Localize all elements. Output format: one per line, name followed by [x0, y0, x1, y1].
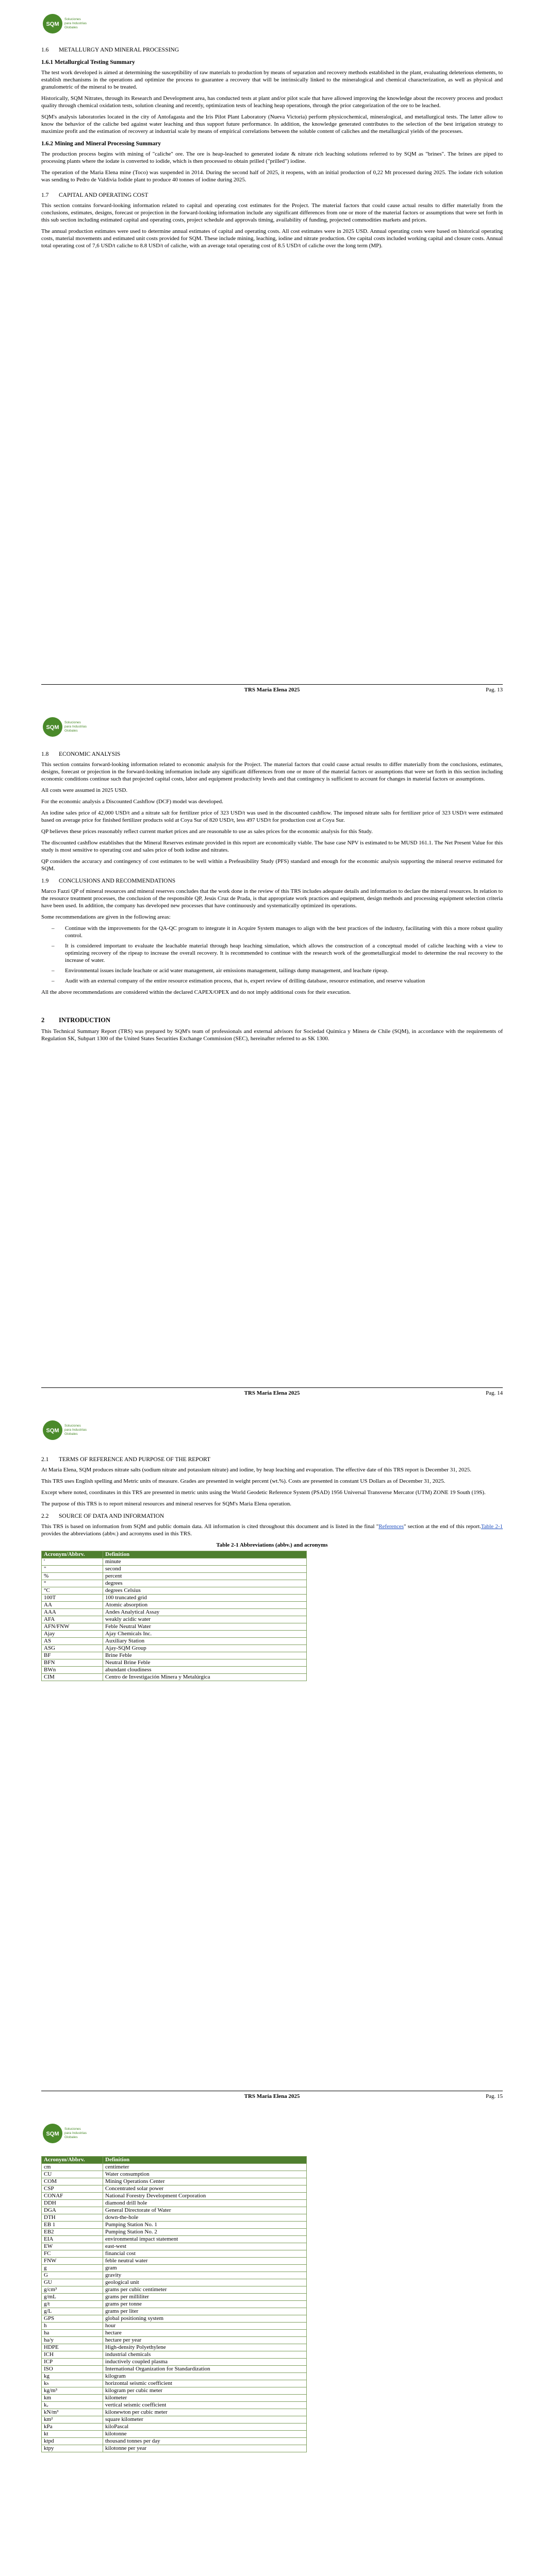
definition-cell: thousand tonnes per day: [103, 2438, 307, 2445]
recommendation-list: [41, 925, 503, 985]
definition-cell: Centro de Investigación Minera y Metalúrgica: [103, 1674, 307, 1681]
table-row: [42, 2286, 307, 2294]
table-row: [42, 1609, 307, 1616]
acronym-cell: ICH: [42, 2351, 103, 2359]
table-row: [42, 1623, 307, 1631]
definition-cell: kilometer: [103, 2395, 307, 2402]
paragraph: The purpose of this TRS is to report mineral resources and mineral reserves for SQM's Maria Elena operation.: [41, 1501, 292, 1507]
paragraph: All costs were assumed in 2025 USD.: [41, 787, 128, 793]
list-item: – It is considered important to evaluate the leachable material through heap leaching simulation, which allows the construction of a conceptual model of caliche leaching with a view to optimizing recovery of the ripeap to increase the overall recovery. It is recommended to continue with the research work of the geometallurgical model to determine the real recovery to the increase of water.: [52, 943, 503, 963]
svg-text:para Industrias: para Industrias: [64, 22, 87, 25]
chapter-heading: 2 INTRODUCTION: [41, 1016, 111, 1024]
table-row: [42, 2229, 307, 2236]
definition-cell: National Forestry Development Corporation: [103, 2193, 307, 2200]
acronym-cell: CIM: [42, 1674, 103, 1681]
table-row: [42, 2431, 307, 2438]
acronym-cell: BF: [42, 1652, 103, 1659]
acronym-cell: g/mL: [42, 2294, 103, 2301]
table-row: [42, 2250, 307, 2258]
acronym-cell: kₕ: [42, 2380, 103, 2387]
svg-text:para Industrias: para Industrias: [64, 1428, 87, 1432]
paragraph: QP considers the accuracy and contingency of cost estimates to be well within a Prefeasibility Study (PFS) standard and enough for the economic analysis supporting the mineral reserve estimated for SQM.: [41, 858, 503, 872]
definition-cell: weakly acidic water: [103, 1616, 307, 1623]
acronym-cell: kt: [42, 2431, 103, 2438]
table-row: [42, 1580, 307, 1587]
table-row: [42, 2308, 307, 2315]
acronym-cell: EIA: [42, 2236, 103, 2243]
paragraph: All the above recommendations are considered within the declared CAPEX/OPEX and do not imply additional costs for their execution.: [41, 989, 351, 995]
acronym-cell: ha/y: [42, 2337, 103, 2344]
definition-cell: geological unit: [103, 2279, 307, 2286]
paragraph: Except where noted, coordinates in this TRS are presented in metric units using the World Geodetic Reference System (PSAD) 1956 Universal Transverse Mercator (UTM) ZONE 19 South (19S).: [41, 1489, 486, 1496]
definition-cell: International Organization for Standardization: [103, 2366, 307, 2373]
section-heading: 1.8 ECONOMIC ANALYSIS: [41, 751, 121, 757]
paragraph: This TRS is based on information from SQM and public domain data. All information is cited throughout this document and is listed in the final "References" section at the end of this report.Table 2-1 provides the abbreviations (abbv.) and acronyms used in this TRS.: [41, 1523, 503, 1537]
definition-cell: second: [103, 1566, 307, 1573]
sqm-logo: [41, 2121, 91, 2146]
paragraph: The test work developed is aimed at determining the susceptibility of raw materials to production by means of separation and recovery methods established in the plant, evaluating deleterious elements, to establish mechanisms in the operations and optimize the process to guarantee a recovery that will be intrinsically linked to the mineralogical and chemical characterization, as well as physical and granulometric of the mineral to be treated.: [41, 70, 503, 90]
subsection-heading: 1.6.2 Mining and Mineral Processing Summary: [41, 141, 161, 147]
paragraph: An iodine sales price of 42,000 USD/t and a nitrate salt for fertilizer price of 323 USD/t was used in the discounted cashflow. The imposed nitrate salts for fertilizer price of 323 USD/t were estimated based on average price for finished fertilizer products sold at Coya Sur of 820 USD/t, less 497 USD/t for production cost at Coya Sur.: [41, 810, 503, 823]
acronym-cell: AFA: [42, 1616, 103, 1623]
table-row: [42, 2330, 307, 2337]
table-row: [42, 2164, 307, 2171]
definition-cell: diamond drill hole: [103, 2200, 307, 2207]
definition-cell: High-density Polyethylene: [103, 2344, 307, 2351]
svg-text:SQM: SQM: [46, 724, 59, 731]
table-row: [42, 1638, 307, 1645]
acronym-cell: FC: [42, 2250, 103, 2258]
table-header-row: Acronym/Abbrv. Definition: [42, 1551, 307, 1558]
acronym-cell: FNW: [42, 2258, 103, 2265]
table-row: [42, 1674, 307, 1681]
table-row: [42, 2344, 307, 2351]
definition-cell: hour: [103, 2323, 307, 2330]
acronym-cell: EW: [42, 2243, 103, 2250]
definition-cell: kilogram: [103, 2373, 307, 2380]
svg-text:Globales: Globales: [64, 1432, 78, 1436]
abbreviations-table: [41, 1551, 307, 1681]
section-heading: 1.7 CAPITAL AND OPERATING COST: [41, 192, 149, 198]
definition-cell: hectare: [103, 2330, 307, 2337]
acronym-cell: 100T: [42, 1595, 103, 1602]
acronym-cell: BWn: [42, 1667, 103, 1674]
table-row: [42, 2258, 307, 2265]
table-row: [42, 2438, 307, 2445]
page-footer: [41, 684, 503, 693]
table-row: [42, 2207, 307, 2214]
acronym-cell: AFN/FNW: [42, 1623, 103, 1631]
table-row: [42, 2315, 307, 2323]
definition-cell: Water consumption: [103, 2171, 307, 2178]
acronym-cell: ICP: [42, 2359, 103, 2366]
definition-cell: Andes Analytical Assay: [103, 1609, 307, 1616]
svg-text:Globales: Globales: [64, 2136, 78, 2139]
table-row: [42, 2445, 307, 2452]
definition-cell: 100 truncated grid: [103, 1595, 307, 1602]
acronym-cell: AAA: [42, 1609, 103, 1616]
acronym-cell: ktpy: [42, 2445, 103, 2452]
table-row: [42, 2424, 307, 2431]
acronym-cell: GU: [42, 2279, 103, 2286]
acronym-cell: ASG: [42, 1645, 103, 1652]
definition-cell: down-the-hole: [103, 2214, 307, 2222]
definition-cell: horizontal seismic coefficient: [103, 2380, 307, 2387]
acronym-cell: G: [42, 2272, 103, 2279]
definition-cell: kilotonne: [103, 2431, 307, 2438]
definition-cell: Pumping Station No. 1: [103, 2222, 307, 2229]
acronym-cell: BFN: [42, 1659, 103, 1667]
table-row: [42, 2222, 307, 2229]
table-row: [42, 2185, 307, 2193]
definition-cell: kilotonne per year: [103, 2445, 307, 2452]
svg-text:Globales: Globales: [64, 729, 78, 733]
svg-text:Globales: Globales: [64, 26, 78, 29]
table-row: [42, 1587, 307, 1595]
definition-cell: financial cost: [103, 2250, 307, 2258]
table-row: [42, 2200, 307, 2207]
definition-cell: Concentrated solar power: [103, 2185, 307, 2193]
table-row: [42, 2387, 307, 2395]
definition-cell: grams per liter: [103, 2308, 307, 2315]
definition-cell: degrees: [103, 1580, 307, 1587]
acronym-cell: km: [42, 2395, 103, 2402]
definition-cell: grams per tonne: [103, 2301, 307, 2308]
definition-cell: gram: [103, 2265, 307, 2272]
table-row: [42, 2402, 307, 2409]
paragraph: QP believes these prices reasonably reflect current market prices and are reasonable to use as sales prices for the economic analysis for this Study.: [41, 828, 373, 835]
svg-text:Soluciones: Soluciones: [64, 721, 81, 724]
definition-cell: percent: [103, 1573, 307, 1580]
acronym-cell: kN/m³: [42, 2409, 103, 2416]
acronym-cell: HDPE: [42, 2344, 103, 2351]
svg-text:Soluciones: Soluciones: [64, 1424, 81, 1428]
acronym-cell: GPS: [42, 2315, 103, 2323]
table-row: [42, 2323, 307, 2330]
logo-text: SQM: [46, 21, 59, 27]
sqm-logo: [41, 11, 91, 36]
paragraph: This Technical Summary Report (TRS) was prepared by SQM's team of professionals and external advisors for Sociedad Química y Minera de Chile (SQM), in accordance with the requirements of Regulation SK, Subpart 1300 of the United States Securities Exchange Commission (SEC), hereinafter referred to as SK 1300.: [41, 1028, 503, 1042]
acronym-cell: EB2: [42, 2229, 103, 2236]
list-item: – Audit with an external company of the entire resource estimation process, that is, expert review of drilling database, resource estimation, and reserve valuation: [52, 978, 425, 984]
svg-text:para Industrias: para Industrias: [64, 725, 87, 728]
table-2-1-link[interactable]: Table 2-1: [481, 1523, 503, 1530]
definition-cell: Pumping Station No. 2: [103, 2229, 307, 2236]
list-item: – Continue with the improvements for the QA-QC program to integrate it in Acquire System manages to align with the best practices of the industry, facilitating with this a more robust quality control.: [52, 925, 503, 939]
section-heading: 1.6 METALLURGY AND MINERAL PROCESSING: [41, 47, 179, 53]
table-row: [42, 2359, 307, 2366]
paragraph: This section contains forward-looking information related to economic analysis for the Project. The material factors that could cause actual results to differ materially from the conclusions, estimates, designs, forecast or projection in the forward-looking information include any significant differences from one or more of the material factors or assumptions that were set forth in this section including economic conditions continue such that projected capital costs, labor and equipment productivity levels and that contingency is sufficient to account for changes in material factors or assumptions.: [41, 761, 503, 782]
acronym-cell: kg/m³: [42, 2387, 103, 2395]
table-caption: Table 2-1 Abbreviations (abbv.) and acronyms: [216, 1542, 328, 1548]
table-row: [42, 2265, 307, 2272]
definition-cell: Brine Feble: [103, 1652, 307, 1659]
definition-cell: inductively coupled plasma: [103, 2359, 307, 2366]
table-row: [42, 1631, 307, 1638]
table-row: [42, 2337, 307, 2344]
page-footer: TRS Maria Elena 2025 Pag. 15: [41, 2091, 503, 2093]
page-number: Pag. 15: [486, 2093, 503, 2099]
paragraph: At Maria Elena, SQM produces nitrate salts (sodium nitrate and potassium nitrate) and iodine, by heap leaching and evaporation. The effective date of this TRS report is December 31, 2025.: [41, 1467, 471, 1473]
table-row: [42, 1645, 307, 1652]
acronym-cell: ktpd: [42, 2438, 103, 2445]
acronym-cell: g: [42, 2265, 103, 2272]
acronym-cell: DTH: [42, 2214, 103, 2222]
table-row: [42, 2294, 307, 2301]
definition-cell: Ajay Chemicals Inc.: [103, 1631, 307, 1638]
paragraph: The operation of the Maria Elena mine (Toco) was suspended in 2014. During the second half of 2025, it reopens, with an initial production of 0,22 Mt processed during 2025. The iodate rich solution was sending to Pedro de Valdivia Iodide plant to produce 40 tonnes of iodine during 2025.: [41, 170, 503, 183]
table-row: [42, 2380, 307, 2387]
paragraph: Historically, SQM Nitrates, through its Research and Development area, has conducted tests at plant and/or pilot scale that have allowed improving the knowledge about the recovery process and product quality through chemical oxidation tests, solution cleaning and recently, optimization tests of leaching heap operations, through the prior categorization of the ore to be leached.: [41, 95, 503, 109]
paragraph: Marco Fazzi QP of mineral resources and mineral reserves concludes that the work done in the review of this TRS includes adequate details and information to declare the mineral resources. In relation to the resource treatment processes, the conclusion of the responsible QP, Jesús Cruz de Prada, is that appropriate work practices and equipment, design methods and processing equipment selection criteria have been used. In addition, the company has developed new processes that have continuously and systematically optimized its operations.: [41, 888, 503, 909]
definition-cell: grams per milliliter: [103, 2294, 307, 2301]
section-heading: 1.9 CONCLUSIONS AND RECOMMENDATIONS: [41, 878, 176, 884]
acronym-cell: kᵥ: [42, 2402, 103, 2409]
paragraph: SQM's analysis laboratories located in the city of Antofagasta and the Iris Pilot Plant Laboratory (Nueva Victoria) perform physicochemical, mineralogical, and metallurgical tests. The latter allow to know the behavior of the caliche bed against water leaching and thus support future performance. In addition, the knowledge generated contributes to the selection of the best irrigation strategy to maximize profit and the estimation of recovery at industrial scale by means of empirical correlations between the soluble content of caliches and the metallurgical yields of the processes.: [41, 114, 503, 134]
acronym-cell: ISO: [42, 2366, 103, 2373]
acronym-cell: Ajay: [42, 1631, 103, 1638]
definition-cell: General Directorate of Water: [103, 2207, 307, 2214]
section-heading: 2.1 TERMS OF REFERENCE AND PURPOSE OF THE REPORT: [41, 1456, 210, 1463]
paragraph: This TRS uses English spelling and Metric units of measure. Grades are presented in weight percent (wt.%). Costs are presented in constant US Dollars as of December 31, 2025.: [41, 1478, 446, 1484]
acronym-cell: kPa: [42, 2424, 103, 2431]
table-row: [42, 1595, 307, 1602]
paragraph: The discounted cashflow establishes that the Mineral Reserves estimate provided in this report are economically viable. The base case NPV is estimated to be MUSD 161.1. The Net Present Value for this study is most sensitive to operating cost and sales price of both iodine and nitrates.: [41, 840, 503, 853]
table-row: [42, 2351, 307, 2359]
abbreviations-table: [41, 2156, 307, 2452]
table-row: [42, 2243, 307, 2250]
acronym-cell: g/t: [42, 2301, 103, 2308]
list-item: – Environmental issues include leachate or acid water management, air emissions management, tailings dump management, and leachate ripeap.: [52, 968, 389, 974]
table-row: [42, 1659, 307, 1667]
acronym-cell: AA: [42, 1602, 103, 1609]
acronym-cell: CSP: [42, 2185, 103, 2193]
definition-cell: Neutral Brine Feble: [103, 1659, 307, 1667]
acronym-cell: CONAF: [42, 2193, 103, 2200]
definition-cell: kilonewton per cubic meter: [103, 2409, 307, 2416]
table-row: [42, 1573, 307, 1580]
acronym-cell: EB 1: [42, 2222, 103, 2229]
references-link[interactable]: References: [378, 1523, 404, 1530]
acronym-cell: cm: [42, 2164, 103, 2171]
table-row: [42, 1602, 307, 1609]
definition-cell: hectare per year: [103, 2337, 307, 2344]
definition-cell: minute: [103, 1558, 307, 1566]
table-row: [42, 2409, 307, 2416]
acronym-cell: %: [42, 1573, 103, 1580]
acronym-cell: g/cm³: [42, 2286, 103, 2294]
section-heading: 2.2 SOURCE OF DATA AND INFORMATION: [41, 1513, 164, 1519]
svg-text:Soluciones: Soluciones: [64, 18, 81, 21]
table-row: [42, 1616, 307, 1623]
svg-text:para Industrias: para Industrias: [64, 2131, 87, 2135]
page-footer: TRS Maria Elena 2025 Pag. 14: [41, 1387, 503, 1390]
table-row: [42, 2272, 307, 2279]
definition-cell: gravity: [103, 2272, 307, 2279]
table-row: [42, 2373, 307, 2380]
definition-cell: Ajay-SQM Group: [103, 1645, 307, 1652]
acronym-cell: °C: [42, 1587, 103, 1595]
subsection-heading: 1.6.1 Metallurgical Testing Summary: [41, 59, 135, 65]
definition-cell: east-west: [103, 2243, 307, 2250]
paragraph: The production process begins with mining of "caliche" ore. The ore is heap-leached to generated iodate & nitrate rich leaching solutions referred to by SQM as "brines". The brines are piped to processing plants where the iodate is converted to iodide, which is then processed to obtain prilled ("prilled") iodine.: [41, 151, 503, 164]
table-row: [42, 2171, 307, 2178]
table-row: [42, 1566, 307, 1573]
page-number: Pag. 14: [486, 1390, 503, 1396]
acronym-cell: DDH: [42, 2200, 103, 2207]
svg-text:SQM: SQM: [46, 2131, 59, 2137]
paragraph: This section contains forward-looking information related to capital and operating cost estimates for the Project. The material factors that could cause actual results to differ materially from the conclusions, estimates, designs, forecast or projection in the forward-looking information include any significant differences from one or more of the material factors or assumptions that were set forth in this sub section including estimated capital and operating costs, project schedule and approvals timing, availability of funding, projected commodities markets and prices.: [41, 202, 503, 223]
definition-cell: kiloPascal: [103, 2424, 307, 2431]
page-13: [0, 0, 544, 703]
svg-text:Soluciones: Soluciones: [64, 2127, 81, 2131]
table-row: [42, 2193, 307, 2200]
table-row: [42, 2214, 307, 2222]
acronym-cell: COM: [42, 2178, 103, 2185]
acronym-cell: km²: [42, 2416, 103, 2424]
definition-cell: grams per cubic centimeter: [103, 2286, 307, 2294]
table-row: [42, 1652, 307, 1659]
definition-cell: abundant cloudiness: [103, 1667, 307, 1674]
paragraph: Some recommendations are given in the following areas:: [41, 914, 171, 920]
acronym-cell: ': [42, 1558, 103, 1566]
acronym-cell: kg: [42, 2373, 103, 2380]
definition-cell: degrees Celsius: [103, 1587, 307, 1595]
sqm-logo: [41, 1418, 91, 1443]
definition-cell: square kilometer: [103, 2416, 307, 2424]
footer-title: TRS Maria Elena 2025: [244, 687, 300, 693]
acronym-cell: g/L: [42, 2308, 103, 2315]
acronym-cell: °: [42, 1580, 103, 1587]
table-row: [42, 2366, 307, 2373]
svg-text:SQM: SQM: [46, 1428, 59, 1434]
table-row: [42, 1558, 307, 1566]
page-15: [0, 1406, 544, 2110]
definition-cell: feble neutral water: [103, 2258, 307, 2265]
table-row: [42, 1667, 307, 1674]
acronym-cell: CU: [42, 2171, 103, 2178]
definition-cell: Auxiliary Station: [103, 1638, 307, 1645]
definition-cell: global positioning system: [103, 2315, 307, 2323]
paragraph: For the economic analysis a Discounted Cashflow (DCF) model was developed.: [41, 799, 223, 805]
table-row: [42, 2236, 307, 2243]
table-row: [42, 2301, 307, 2308]
table-row: [42, 2178, 307, 2185]
acronym-cell: h: [42, 2323, 103, 2330]
definition-cell: vertical seismic coefficient: [103, 2402, 307, 2409]
acronym-cell: AS: [42, 1638, 103, 1645]
definition-cell: environmental impact statement: [103, 2236, 307, 2243]
table-row: [42, 2395, 307, 2402]
table-header-row: Acronym/Abbrv. Definition: [42, 2157, 307, 2164]
definition-cell: Atomic absorption: [103, 1602, 307, 1609]
page-number: Pag. 13: [486, 687, 503, 693]
table-row: [42, 2416, 307, 2424]
definition-cell: Mining Operations Center: [103, 2178, 307, 2185]
definition-cell: kilogram per cubic meter: [103, 2387, 307, 2395]
definition-cell: industrial chemicals: [103, 2351, 307, 2359]
definition-cell: Feble Neutral Water: [103, 1623, 307, 1631]
paragraph: The annual production estimates were used to determine annual estimates of capital and operating costs. All cost estimates were in 2025 USD. Annual operating costs were based on historical operating costs, material movements and estimated unit costs provided for SQM. These include mining, leaching, iodine and nitrate production. Ore capital costs included working capital and closure costs. Annual total operating cost of 7,6 USD/t caliche to 8.8 USD/t of caliche, with an average total operating cost of 8.5 USD/t of caliche over the long term (MP).: [41, 228, 503, 249]
acronym-cell: DGA: [42, 2207, 103, 2214]
table-row: [42, 2279, 307, 2286]
page-14: [0, 703, 544, 1406]
definition-cell: centimeter: [103, 2164, 307, 2171]
page-16: [0, 2110, 544, 2576]
acronym-cell: ": [42, 1566, 103, 1573]
acronym-cell: ha: [42, 2330, 103, 2337]
sqm-logo: [41, 715, 91, 739]
